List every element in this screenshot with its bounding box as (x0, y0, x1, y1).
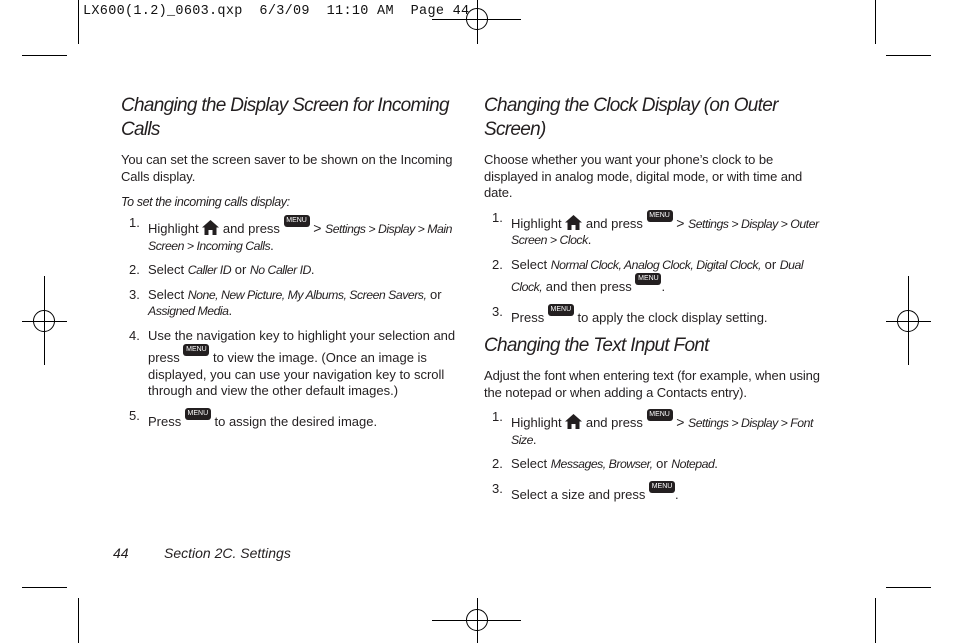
step-item: 2. Select Messages, Browser, or Notepad. (492, 456, 718, 471)
print-slug: LX600(1.2)_0603.qxp 6/3/09 11:10 AM Page 44 (83, 4, 470, 19)
crop-mark (875, 598, 876, 643)
home-icon (565, 215, 582, 230)
menu-ok-key-icon: MENU OK (548, 304, 574, 316)
step-item: 2. Select Caller ID or No Caller ID. (129, 262, 315, 277)
procedure-lead: To set the incoming calls display: (121, 195, 290, 209)
crop-mark (886, 55, 931, 56)
intro-paragraph: Choose whether you want your phone’s clock to be displayed in analog mode, digital mode, or with time and date. (484, 152, 803, 200)
menu-ok-key-icon: MENU OK (647, 210, 673, 222)
steps-list (484, 210, 824, 327)
right-column (484, 94, 824, 511)
menu-ok-key-icon: MENU OK (647, 409, 673, 421)
page-number: 44 (113, 545, 129, 561)
crop-mark (78, 0, 79, 44)
crop-mark (78, 598, 79, 643)
step-item: 3. Press MENU OK to apply the clock display setting. (492, 303, 768, 325)
steps-list (484, 409, 824, 503)
step-item: 1. Highlight and press MENU OK > Settings > Display > Font Size. (492, 409, 813, 447)
crop-mark (22, 55, 67, 56)
section-heading: Changing the Display Screen for Incoming Calls (121, 95, 449, 140)
step-item: 3. Select None, New Picture, My Albums, Screen Savers, or Assigned Media. (129, 286, 442, 318)
crop-mark (875, 0, 876, 44)
section-label: Section 2C. Settings (164, 545, 291, 561)
menu-ok-key-icon: MENU OK (185, 408, 211, 420)
section-heading: Changing the Text Input Font (484, 335, 709, 356)
intro-paragraph: Adjust the font when entering text (for example, when using the notepad or when adding a Contacts entry). (484, 368, 820, 400)
left-column (121, 94, 466, 438)
menu-ok-key-icon: MENU OK (183, 344, 209, 356)
menu-ok-key-icon: MENU OK (284, 215, 310, 227)
step-item: 1. Highlight and press MENU OK > Settings > Display > Outer Screen > Clock. (492, 209, 819, 247)
step-item: 5. Press MENU OK to assign the desired image. (129, 407, 378, 429)
steps-list (121, 215, 466, 430)
intro-paragraph: You can set the screen saver to be shown on the Incoming Calls display. (121, 152, 453, 184)
home-icon (202, 220, 219, 235)
step-item: 3. Select a size and press MENU OK . (492, 480, 679, 502)
crop-mark (22, 587, 67, 588)
menu-ok-key-icon: MENU OK (649, 481, 675, 493)
step-item: 4. Use the navigation key to highlight your selection and press MENU OK to view the image. (Once an image is displayed, you can use your navigation key to scroll through and view the other default images.) (129, 327, 456, 398)
crop-mark (886, 587, 931, 588)
section-heading: Changing the Clock Display (on Outer Screen) (484, 95, 778, 140)
step-item: 2. Select Normal Clock, Analog Clock, Digital Clock, or Dual Clock, and then press MENU OK . (492, 256, 804, 294)
menu-ok-key-icon: MENU OK (635, 273, 661, 285)
step-item: 1. Highlight and press MENU OK > Settings > Display > Main Screen > Incoming Calls. (129, 215, 452, 253)
home-icon (565, 414, 582, 429)
